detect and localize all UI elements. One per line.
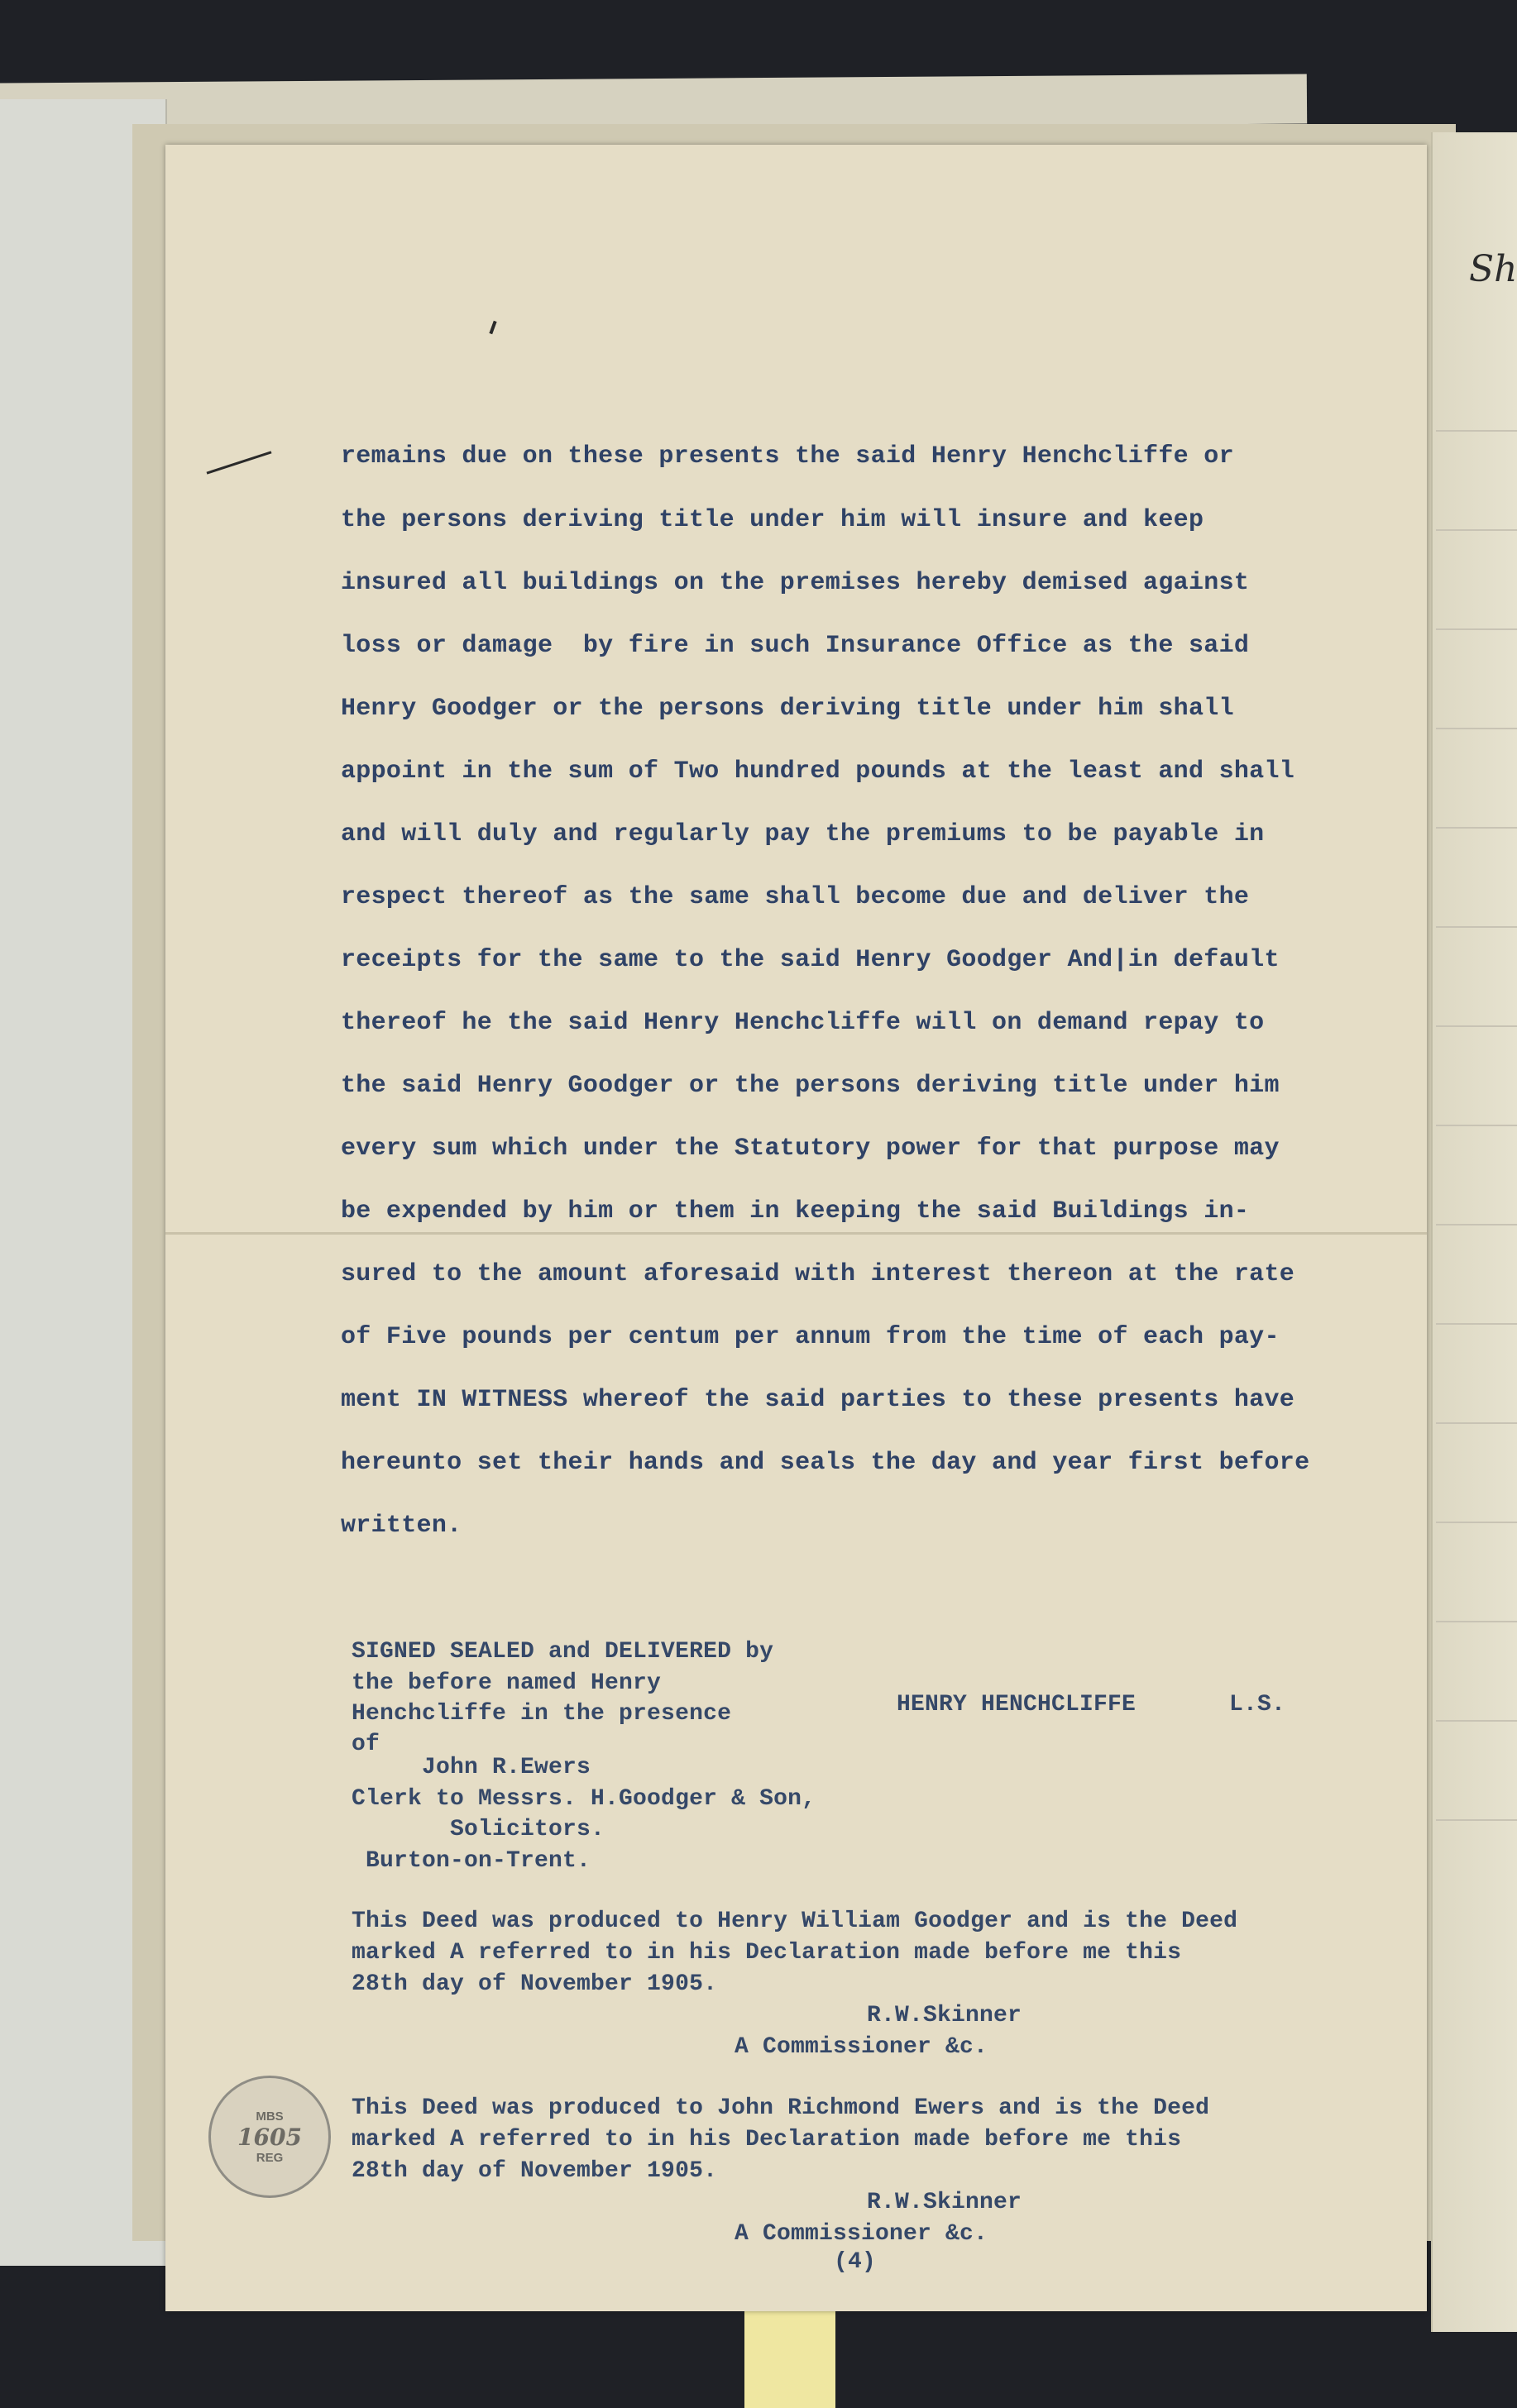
- body-line: be expended by him or them in keeping the said Buildings in-: [341, 1197, 1250, 1226]
- yellow-tab: [744, 2307, 835, 2408]
- ruled-line: [1436, 529, 1517, 531]
- ruled-line: [1436, 628, 1517, 630]
- body-line: remains due on these presents the said Henry Henchcliffe or: [341, 442, 1234, 471]
- commissioner-name: R.W.Skinner: [867, 2190, 1022, 2215]
- body-line: the said Henry Goodger or the persons deriving title under him: [341, 1072, 1280, 1100]
- stamp-text-top: MBS: [256, 2109, 284, 2124]
- body-line: of Five pounds per centum per annum from the time of each pay-: [341, 1323, 1280, 1351]
- signing-line: SIGNED SEALED and DELIVERED by: [352, 1639, 774, 1665]
- signatory-name: HENRY HENCHCLIFFE: [897, 1692, 1137, 1718]
- ruled-line: [1436, 1323, 1517, 1325]
- declaration-line: marked A referred to in his Declaration made before me this: [352, 2127, 1182, 2152]
- declaration-line: This Deed was produced to Henry William Goodger and is the Deed: [352, 1909, 1238, 1934]
- body-line: loss or damage by fire in such Insurance Office as the said: [341, 632, 1250, 660]
- body-line: respect thereof as the same shall become due and deliver the: [341, 883, 1250, 911]
- fold-crease: [165, 1232, 1427, 1235]
- stamp-text-mid: 1605: [237, 2123, 302, 2151]
- body-line: and will duly and regularly pay the premiums to be payable in: [341, 820, 1265, 848]
- body-line: appoint in the sum of Two hundred pounds at the least and shall: [341, 757, 1295, 786]
- body-line: written.: [341, 1512, 462, 1540]
- commissioner-title: A Commissioner &c.: [735, 2221, 988, 2247]
- edge-handwriting: Sh: [1469, 248, 1517, 290]
- commissioner-name: R.W.Skinner: [867, 2003, 1022, 2028]
- ruled-line: [1436, 728, 1517, 729]
- signing-line: Burton-on-Trent.: [352, 1848, 591, 1874]
- ruled-line: [1436, 1422, 1517, 1424]
- body-line: ment IN WITNESS whereof the said parties to these presents have: [341, 1386, 1295, 1414]
- ruled-line: [1436, 1522, 1517, 1523]
- declaration-line: 28th day of November 1905.: [352, 1971, 718, 1997]
- ruled-line: [1436, 827, 1517, 829]
- adjacent-page-right: [1431, 132, 1517, 2332]
- ruled-line: [1436, 926, 1517, 928]
- ruled-line: [1436, 430, 1517, 432]
- ruled-line: [1436, 1819, 1517, 1821]
- signing-line: the before named Henry: [352, 1670, 662, 1696]
- signing-line: Henchcliffe in the presence: [352, 1701, 732, 1727]
- body-line: receipts for the same to the said Henry Goodger And|in default: [341, 946, 1280, 974]
- signing-line: of: [352, 1732, 380, 1757]
- signing-line: Solicitors.: [352, 1817, 605, 1842]
- ruled-line: [1436, 1720, 1517, 1722]
- body-line: thereof he the said Henry Henchcliffe will on demand repay to: [341, 1009, 1265, 1037]
- ruled-line: [1436, 1125, 1517, 1126]
- ruled-line: [1436, 1621, 1517, 1622]
- seal-mark: L.S.: [1229, 1692, 1286, 1718]
- declaration-line: This Deed was produced to John Richmond Ewers and is the Deed: [352, 2095, 1210, 2121]
- ruled-line: [1436, 1224, 1517, 1226]
- page-number: (4): [834, 2249, 877, 2275]
- witness-name: John R.Ewers: [352, 1755, 591, 1780]
- signing-line: Clerk to Messrs. H.Goodger & Son,: [352, 1786, 816, 1812]
- body-line: insured all buildings on the premises hereby demised against: [341, 569, 1250, 597]
- stamp-text-bottom: REG: [256, 2150, 284, 2165]
- ruled-line: [1436, 1025, 1517, 1027]
- body-line: the persons deriving title under him will insure and keep: [341, 506, 1204, 534]
- body-line: sured to the amount aforesaid with interest thereon at the rate: [341, 1260, 1295, 1288]
- body-line: every sum which under the Statutory power for that purpose may: [341, 1135, 1280, 1163]
- commissioner-title: A Commissioner &c.: [735, 2034, 988, 2060]
- declaration-line: marked A referred to in his Declaration made before me this: [352, 1940, 1182, 1966]
- body-line: Henry Goodger or the persons deriving title under him shall: [341, 695, 1234, 723]
- registry-stamp: [208, 2076, 331, 2198]
- declaration-line: 28th day of November 1905.: [352, 2158, 718, 2184]
- body-line: hereunto set their hands and seals the day and year first before: [341, 1449, 1310, 1477]
